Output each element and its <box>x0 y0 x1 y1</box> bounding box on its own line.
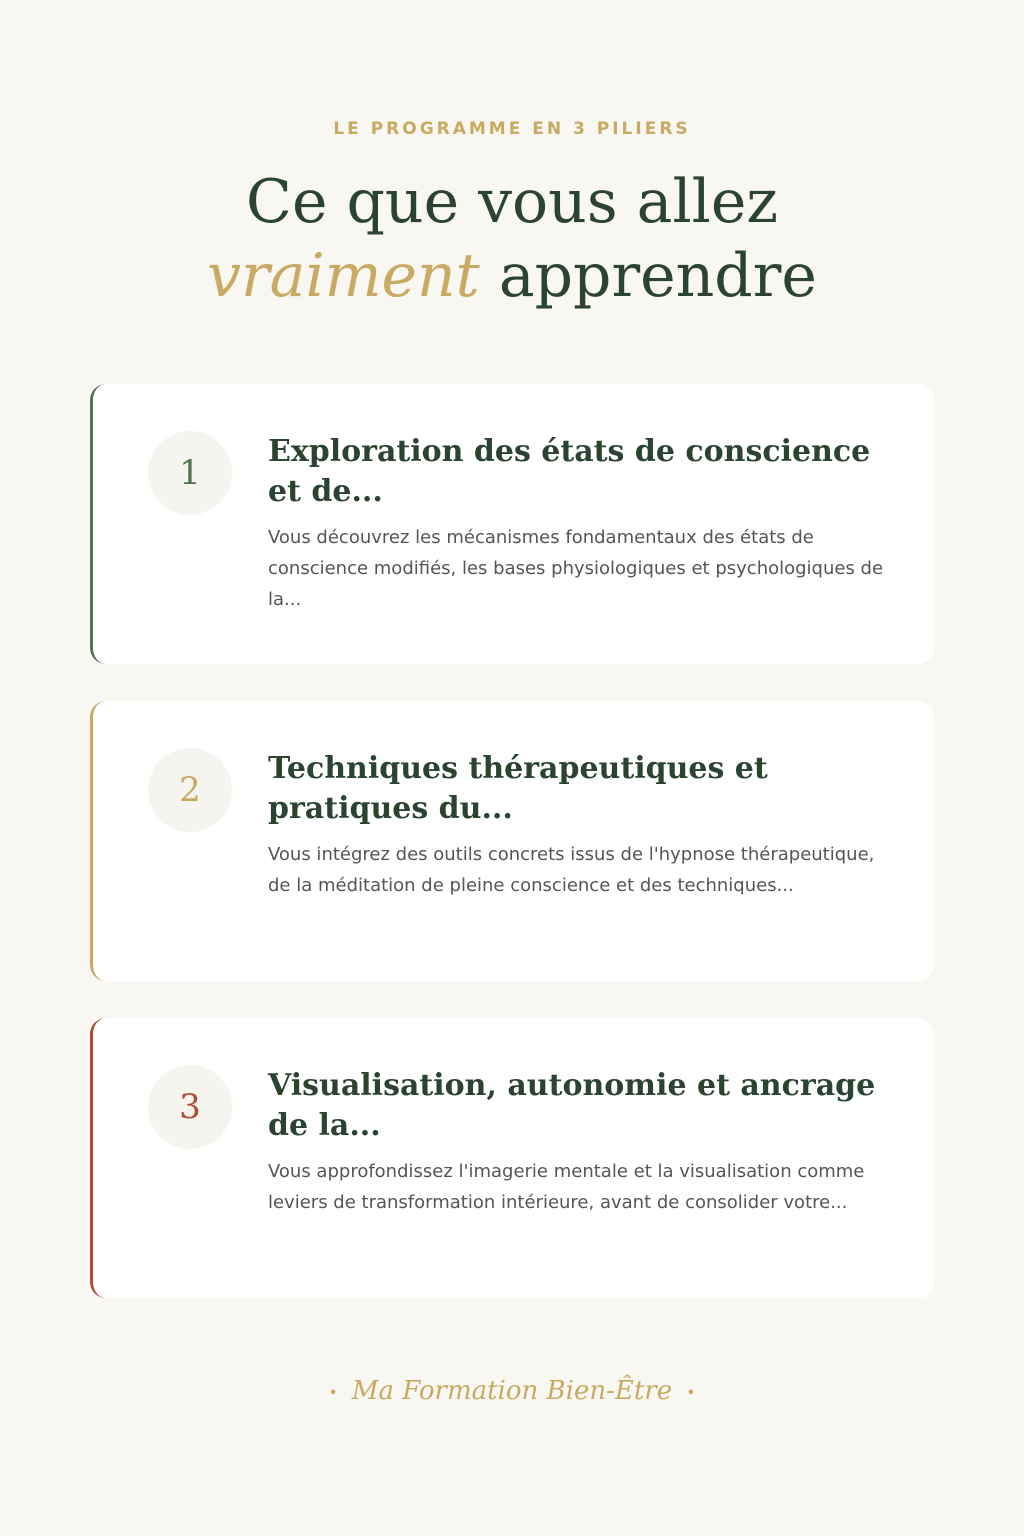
title-accent-word: vraiment <box>207 241 480 311</box>
pillar-title: Visualisation, autonomie et ancrage de la... <box>268 1068 876 1143</box>
page-title <box>0 165 1024 313</box>
footer-dot-right: • <box>686 1382 696 1402</box>
pillar-card-3 <box>90 1018 934 1298</box>
footer-brand-name: Ma Formation Bien-Être <box>351 1376 673 1406</box>
pillar-card-2 <box>90 701 934 981</box>
pillar-number-badge: 3 <box>148 1065 232 1149</box>
title-line-1: Ce que vous allez <box>246 167 778 237</box>
pillar-card-1 <box>90 384 934 664</box>
pillar-number-badge: 2 <box>148 748 232 832</box>
section-eyebrow: LE PROGRAMME EN 3 PILIERS <box>333 119 691 139</box>
footer-dot-left: • <box>328 1382 338 1402</box>
pillar-title: Techniques thérapeutiques et pratiques du... <box>268 751 768 826</box>
pillar-description: Vous approfondissez l'imagerie mentale et la visualisation comme leviers de transformation intérieure, avant de consolider votre... <box>268 1161 865 1213</box>
pillar-description: Vous intégrez des outils concrets issus de l'hypnose thérapeutique, de la méditation de pleine conscience et des techniques... <box>268 844 875 896</box>
footer-brand <box>0 1376 1024 1406</box>
pillar-title: Exploration des états de conscience et de... <box>268 434 871 509</box>
title-line-2-rest: apprendre <box>479 241 817 311</box>
pillar-description: Vous découvrez les mécanismes fondamentaux des états de conscience modifiés, les bases physiologiques et psychologiques de la... <box>268 527 884 610</box>
pillar-number-badge: 1 <box>148 431 232 515</box>
